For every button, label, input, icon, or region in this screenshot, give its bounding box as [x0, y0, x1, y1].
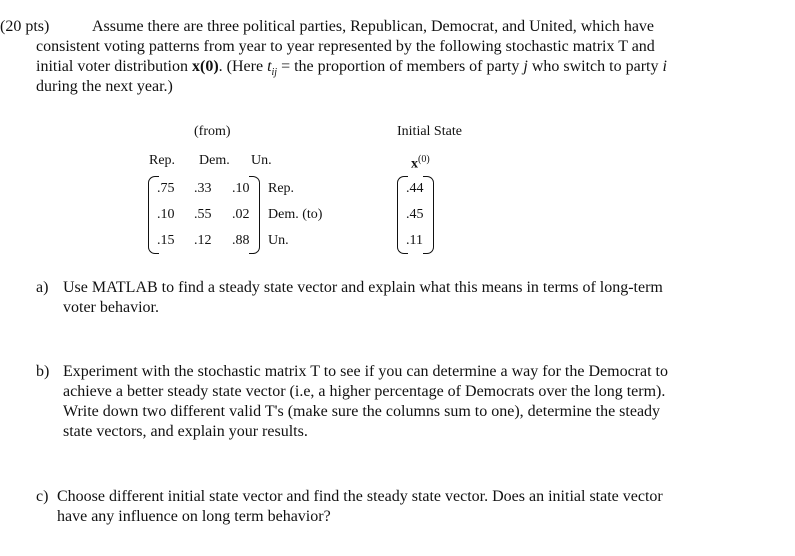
question-a-line-2: voter behavior.	[63, 299, 159, 316]
from-label: (from)	[194, 124, 231, 139]
x0-vector-symbol: $x^{(0)}$	[411, 154, 430, 172]
matrix-cell: .12	[194, 233, 212, 248]
question-b-line-1: Experiment with the stochastic matrix T to see if you can determine a way for the Democrat to	[63, 363, 668, 380]
question-a-line-1: Use MATLAB to find a steady state vector and explain what this means in terms of long-term	[63, 279, 663, 296]
matrix-right-bracket	[249, 176, 260, 254]
initial-state-label: Initial State	[397, 124, 462, 139]
matrix-cell: .10	[232, 181, 250, 196]
vector-cell: .45	[406, 207, 424, 222]
row-label-un: Un.	[268, 233, 289, 248]
col-header-dem: Dem.	[199, 153, 230, 168]
matrix-cell: .75	[157, 181, 175, 196]
x0-symbol: x(0)	[191, 58, 219, 75]
matrix-cell: .33	[194, 181, 212, 196]
row-label-dem: Dem. (to)	[268, 207, 323, 222]
matrix-cell: .10	[157, 207, 175, 222]
intro-line-4: during the next year.)	[36, 78, 173, 95]
question-c-line-1: Choose different initial state vector and find the steady state vector. Does an initial state vector	[57, 488, 663, 505]
question-b-line-2: achieve a better steady state vector (i.e, a higher percentage of Democrats over the long term).	[63, 383, 666, 400]
tij-symbol: $t_{ij}$	[267, 58, 278, 79]
question-c-label: c)	[36, 488, 49, 505]
vector-cell: .11	[406, 233, 423, 248]
vector-cell: .44	[406, 181, 424, 196]
matlab-text: MATLAB	[91, 279, 158, 296]
matrix-cell: .15	[157, 233, 175, 248]
matrix-cell: .02	[232, 207, 250, 222]
row-label-rep: Rep.	[268, 181, 295, 196]
matrix-cell: .55	[194, 207, 212, 222]
question-b-label: b)	[36, 363, 50, 380]
question-a-label: a)	[36, 279, 49, 296]
question-c-line-2: have any influence on long term behavior?	[57, 508, 331, 525]
question-b-line-4: state vectors, and explain your results.	[63, 423, 308, 440]
question-b-line-3: Write down two different valid T's (make sure the columns sum to one), determine the steady	[63, 403, 661, 420]
col-header-un: Un.	[251, 153, 272, 168]
intro-line-3: initial voter distribution x(0). (Here $t_{ij}$ = the proportion of members of party j who switch to party i	[36, 58, 667, 79]
matrix-cell: .88	[232, 233, 250, 248]
col-header-rep: Rep.	[149, 153, 176, 168]
intro-line-2: consistent voting patterns from year to year represented by the following stochastic matrix T and	[36, 38, 655, 55]
intro-line-1: Assume there are three political parties, Republican, Democrat, and United, which have	[92, 18, 655, 35]
vector-right-bracket	[423, 176, 434, 254]
points-label: (20 pts)	[0, 18, 50, 35]
